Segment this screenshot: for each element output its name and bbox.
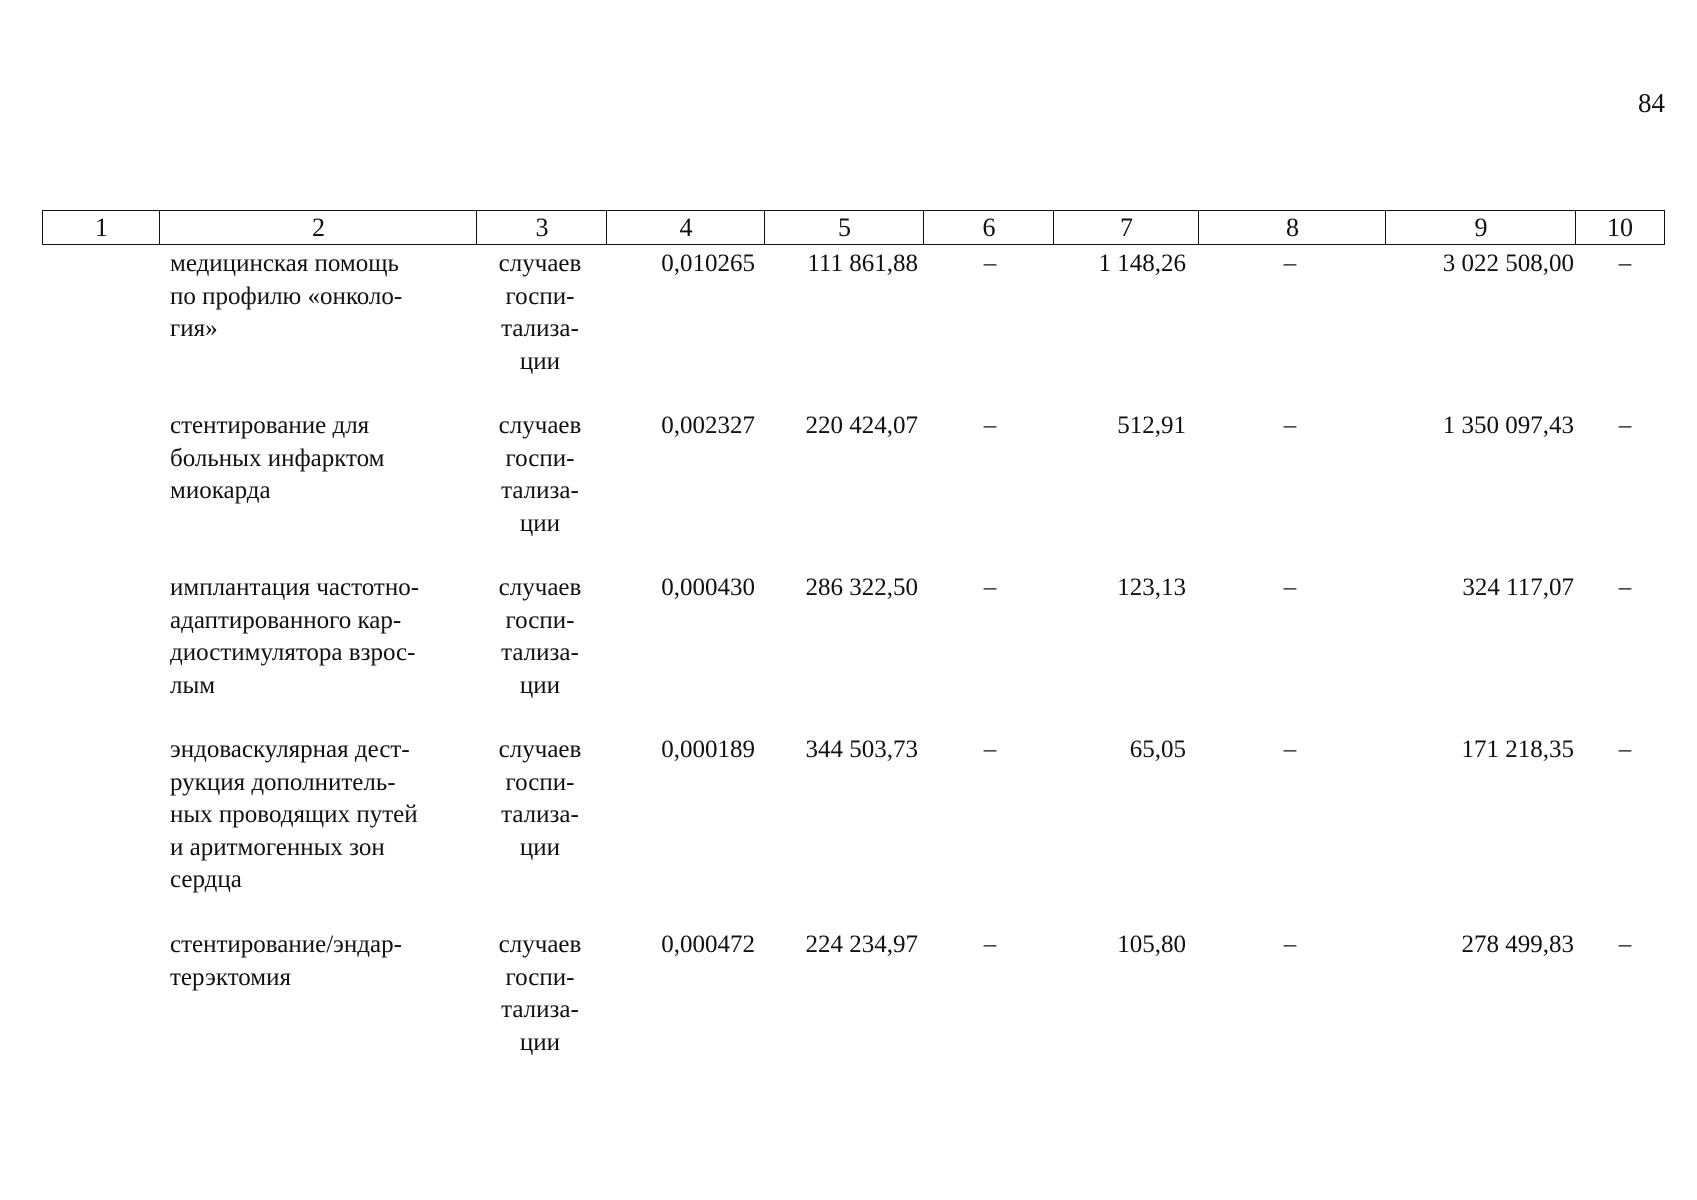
cell-col-4: 0,000189 [661, 736, 755, 763]
service-name-line: эндоваскулярная дест- [170, 736, 410, 763]
cell-col-8: – [1283, 574, 1297, 601]
cell-col-9: 324 117,07 [1462, 574, 1574, 601]
service-name-line: больных инфарктом [170, 444, 385, 472]
cell-col-5: 344 503,73 [805, 736, 918, 763]
service-name-line: имплантация частотно- [170, 574, 420, 601]
unit-line: госпи- [505, 444, 575, 472]
unit-line: ции [519, 1028, 561, 1056]
service-name-line: рукция дополнитель- [170, 768, 396, 796]
service-name-line: сердца [170, 866, 242, 893]
header-col-10: 10 [1575, 211, 1665, 244]
cell-col-7: 105,80 [1117, 931, 1186, 958]
cell-col-5: 220 424,07 [805, 412, 918, 439]
service-name-line: по профилю «онколо- [170, 282, 403, 310]
header-col-8: 8 [1198, 211, 1386, 244]
cell-col-5: 286 322,50 [805, 574, 918, 601]
unit-line: госпи- [505, 963, 575, 991]
cell-col-9: 1 350 097,43 [1442, 412, 1574, 439]
service-name-line: гия» [170, 315, 218, 342]
service-name [170, 929, 466, 994]
unit-line: госпи- [505, 282, 575, 310]
unit-line: тализа- [501, 477, 579, 504]
service-name [170, 734, 466, 897]
cell-col-6: – [983, 574, 997, 601]
service-name-line: адаптированного кар- [170, 606, 402, 634]
cell-col-8: – [1283, 736, 1297, 763]
service-name [170, 248, 466, 346]
header-col-6: 6 [923, 211, 1054, 244]
cell-col-9: 278 499,83 [1461, 931, 1574, 958]
unit-of-measure [480, 572, 600, 702]
cell-col-4: 0,000472 [661, 931, 755, 958]
unit-line: ции [519, 509, 561, 537]
cell-col-10: – [1618, 574, 1632, 601]
unit-line: ции [519, 833, 561, 861]
unit-line: ции [519, 671, 561, 699]
service-name-line: диостимулятора взрос- [170, 639, 416, 666]
unit-of-measure [480, 734, 600, 864]
service-name-line: ных проводящих путей [170, 801, 418, 828]
cell-col-8: – [1283, 931, 1297, 958]
service-name [170, 410, 466, 508]
unit-of-measure [480, 410, 600, 540]
cell-col-6: – [983, 412, 997, 439]
cell-col-4: 0,002327 [661, 412, 755, 439]
unit-of-measure [480, 248, 600, 378]
unit-of-measure [480, 929, 600, 1059]
service-name-line: терэктомия [170, 963, 292, 991]
header-col-4: 4 [606, 211, 765, 244]
cell-col-9: 171 218,35 [1461, 736, 1574, 763]
unit-line: тализа- [501, 315, 579, 342]
column-number-header [42, 210, 1665, 245]
unit-line: ции [519, 347, 561, 375]
unit-line: случаев [498, 574, 582, 601]
cell-col-6: – [983, 931, 997, 958]
unit-line: тализа- [501, 996, 579, 1023]
unit-line: случаев [498, 736, 582, 763]
cell-col-6: – [983, 736, 997, 763]
header-col-9: 9 [1385, 211, 1576, 244]
service-name-line: лым [170, 671, 216, 699]
cell-col-5: 111 861,88 [807, 250, 918, 277]
header-col-2: 2 [159, 211, 477, 244]
cell-col-7: 65,05 [1129, 736, 1186, 763]
unit-line: тализа- [501, 639, 579, 666]
unit-line: случаев [498, 250, 582, 277]
service-name-line: стентирование для [170, 412, 370, 439]
service-name-line: медицинская помощь [170, 250, 399, 277]
header-col-7: 7 [1053, 211, 1199, 244]
unit-line: случаев [498, 931, 582, 958]
service-name-line: и аритмогенных зон [170, 833, 385, 861]
unit-line: случаев [498, 412, 582, 439]
cell-col-10: – [1618, 250, 1632, 277]
cell-col-4: 0,000430 [661, 574, 755, 601]
cell-col-7: 1 148,26 [1098, 250, 1186, 277]
service-name-line: стентирование/эндар- [170, 931, 402, 958]
service-name [170, 572, 466, 702]
cell-col-10: – [1618, 931, 1632, 958]
cell-col-8: – [1283, 250, 1297, 277]
cell-col-9: 3 022 508,00 [1442, 250, 1574, 277]
cell-col-10: – [1618, 412, 1632, 439]
header-col-5: 5 [764, 211, 924, 244]
unit-line: тализа- [501, 801, 579, 828]
cell-col-4: 0,010265 [661, 250, 755, 277]
unit-line: госпи- [505, 768, 575, 796]
page-number: 84 [1638, 88, 1665, 118]
header-col-3: 3 [476, 211, 607, 244]
header-col-1: 1 [42, 211, 160, 244]
unit-line: госпи- [505, 606, 575, 634]
service-name-line: миокарда [170, 477, 271, 504]
cell-col-8: – [1283, 412, 1297, 439]
cell-col-5: 224 234,97 [805, 931, 918, 958]
cell-col-10: – [1618, 736, 1632, 763]
cell-col-7: 512,91 [1117, 412, 1186, 439]
cell-col-6: – [983, 250, 997, 277]
cell-col-7: 123,13 [1117, 574, 1186, 601]
